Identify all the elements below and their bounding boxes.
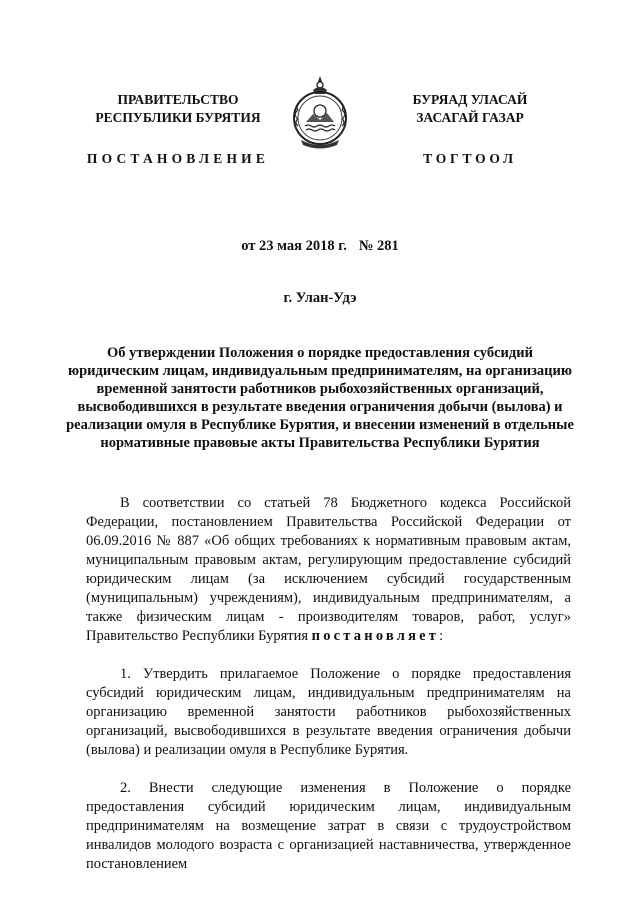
header-right bbox=[370, 91, 570, 168]
document-kind-ru: ПОСТАНОВЛЕНИЕ bbox=[86, 151, 270, 166]
paragraph-item-2: 2. Внести следующие изменения в Положение о порядке предоставления субсидий юридическим лицам, индивидуальным предпринимателям на возмещение затрат в связи с трудоустройством инвалидов молодого возраста с организацией наставничества, утвержденное постановлением bbox=[86, 780, 571, 872]
coat-of-arms-emblem-icon bbox=[291, 74, 349, 150]
document-kind-bua: ТОГТООЛ bbox=[423, 151, 517, 166]
header-left bbox=[78, 91, 278, 168]
document-city: г. Улан-Удэ bbox=[283, 290, 357, 306]
document-number: № 281 bbox=[358, 238, 399, 254]
decree-word: постановляет bbox=[311, 628, 440, 644]
document-date: от 23 мая 2018 г. bbox=[241, 238, 347, 254]
issuer-ru-line1: ПРАВИТЕЛЬСТВО bbox=[117, 92, 239, 107]
paragraph-item-1: 1. Утвердить прилагаемое Положение о порядке предоставления субсидий юридическим лицам, индивидуальным предпринимателям на организацию временной занятости работников рыбохозяйственных организаций, высвободившихся в результате введения ограничения добычи (вылова) и реализации омуля в Республике Бурятия. bbox=[86, 666, 571, 758]
issuer-ru-line2: РЕСПУБЛИКИ БУРЯТИЯ bbox=[95, 110, 261, 125]
paragraph-preamble bbox=[86, 494, 571, 646]
date-number-line bbox=[0, 238, 640, 255]
preamble-text: В соответствии со статьей 78 Бюджетного кодекса Российской Федерации, постановлением Правительства Российской Федерации от 06.09.2016 № 887 «Об общих требованиях к нормативным правовым актам, муниципальным правовым актам, регулирующим предоставление субсидий юридическим лицам (за исключением субсидий государственным (муниципальным) учреждениям), индивидуальным предпринимателям, а также физическим лицам - производителям товаров, работ, услуг» Правительство Республики Бурятия bbox=[86, 495, 571, 644]
issuer-bua-line2: ЗАСАГАЙ ГАЗАР bbox=[416, 110, 524, 125]
issuer-bua-line1: БУРЯАД УЛАСАЙ bbox=[412, 92, 528, 107]
document-body bbox=[86, 494, 571, 893]
preamble-end: : bbox=[439, 628, 444, 644]
document-title: Об утверждении Положения о порядке предоставления субсидий юридическим лицам, индивидуальным предпринимателям, на организацию временной занятости работников рыбохозяйственных организаций, высвободившихся в результате введения ограничения добычи (вылова) и реализации омуля в Республике Бурятия, и внесении изменений в отдельные нормативные правовые акты Правительства Республики Бурятия bbox=[66, 345, 574, 451]
